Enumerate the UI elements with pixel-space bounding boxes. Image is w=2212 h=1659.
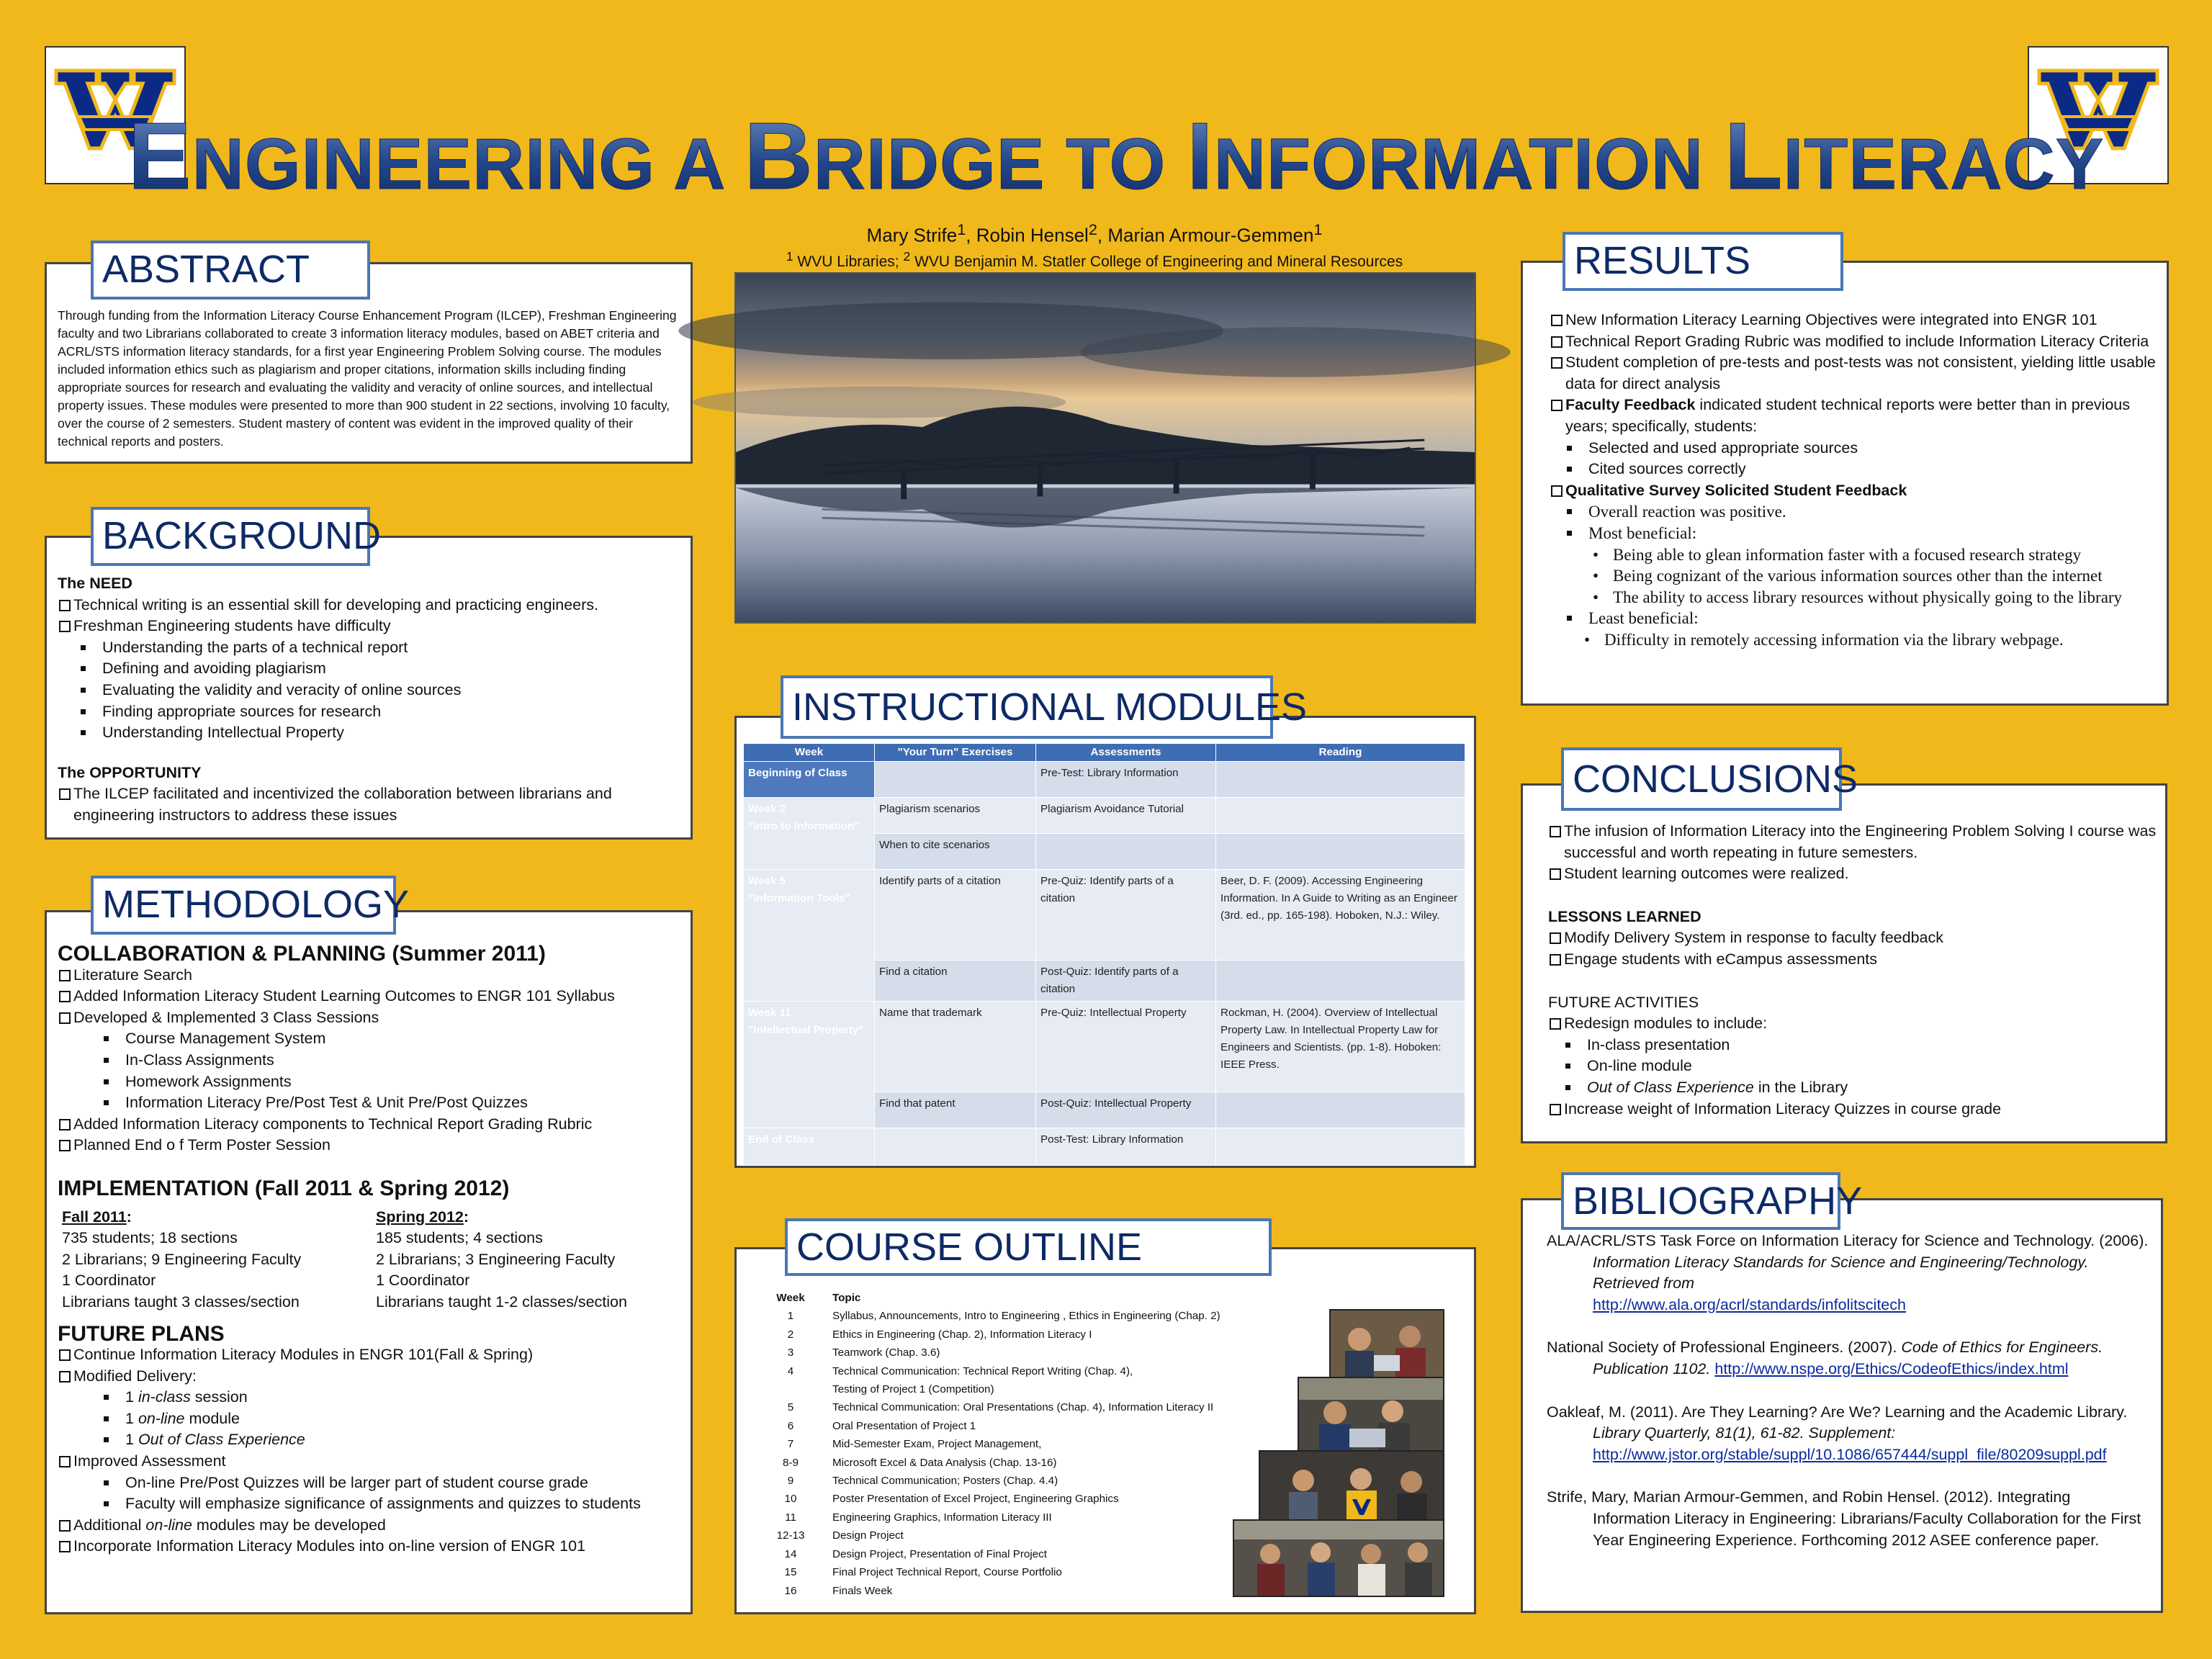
- table-row: [762, 1307, 1220, 1325]
- table-row: [762, 1398, 1220, 1416]
- topic-cell: Design Project, Presentation of Final Project: [832, 1547, 1047, 1560]
- difficulty-item: Finding appropriate sources for research: [81, 701, 684, 723]
- result-item: Faculty Feedback indicated student technical reports were better than in previous years; specifically, students:: [1550, 395, 2159, 437]
- week-cell: 2: [787, 1328, 794, 1341]
- delivery-item: 1 on-line module: [104, 1408, 688, 1430]
- table-row: [762, 1563, 1220, 1581]
- topic-cell: Final Project Technical Report, Course Portfolio: [832, 1566, 1062, 1579]
- methodology-heading: METHODOLOGY: [91, 876, 396, 935]
- topic-cell: Mid-Semester Exam, Project Management,: [832, 1438, 1042, 1451]
- need-item: Freshman Engineering students have difficulty: [58, 616, 684, 637]
- col-week: Week: [744, 744, 875, 762]
- difficulty-item: Understanding the parts of a technical report: [81, 637, 684, 659]
- future-item: Modified Delivery:: [58, 1366, 688, 1388]
- fall-line: Librarians taught 3 classes/section: [62, 1292, 300, 1310]
- bibliography-heading: BIBLIOGRAPHY: [1561, 1172, 1840, 1230]
- table-row: Week 2 "Intro to Information" Plagiarism scenarios Plagiarism Avoidance Tutorial: [744, 798, 1465, 834]
- table-row: [762, 1582, 1220, 1600]
- methodology-body: [58, 943, 688, 1557]
- faculty-sub-item: Selected and used appropriate sources: [1567, 438, 2159, 459]
- most-beneficial-item: • Being cognizant of the various information sources other than the internet: [1593, 565, 2159, 587]
- bib-entry: ALA/ACRL/STS Task Force on Information Literacy for Science and Technology. (2006). Information Literacy Standards for Science and Engineering/Technology. Retrieved from http://www.ala.org/acrl/standards/infolitscitech: [1547, 1232, 2149, 1313]
- poster-title: [127, 101, 2105, 209]
- table-row: Beginning of Class Pre-Test: Library Information: [744, 762, 1465, 798]
- future-item: Additional on-line modules may be developed: [58, 1515, 688, 1537]
- spring-label: Spring 2012: [376, 1208, 464, 1226]
- collab-item: Added Information Literacy Student Learning Outcomes to ENGR 101 Syllabus: [58, 986, 688, 1007]
- need-item: Technical writing is an essential skill for developing and practicing engineers.: [58, 595, 684, 616]
- table-row: [762, 1454, 1220, 1472]
- week-cell: [762, 1380, 819, 1398]
- difficulty-item: Evaluating the validity and veracity of online sources: [81, 680, 684, 701]
- most-beneficial-item: • Being able to glean information faster with a focused research strategy: [1593, 544, 2159, 566]
- collab-item: Developed & Implemented 3 Class Sessions: [58, 1007, 688, 1029]
- assessment-item: On-line Pre/Post Quizzes will be larger part of student course grade: [104, 1473, 688, 1494]
- classroom-photo: [1233, 1519, 1444, 1597]
- svg-text:ENGINEERING A BRIDGE TO INFORM: ENGINEERING A BRIDGE TO INFORMATION LITERACY: [127, 103, 2105, 209]
- bib-entry: Oakleaf, M. (2011). Are They Learning? Are We? Learning and the Academic Library. Library Quarterly, 81(1), 61-82. Supplement: http://www.jstor.org/stable/suppl/10.1086/657444/suppl_file/80209suppl.pdf: [1547, 1403, 2128, 1463]
- topic-cell: Ethics in Engineering (Chap. 2), Information Literacy I: [832, 1328, 1092, 1341]
- week-cell: 15: [784, 1566, 797, 1579]
- result-item: Student completion of pre-tests and post-tests was not consistent, yielding little usable data for direct analysis: [1550, 352, 2159, 395]
- background-body: [58, 573, 684, 827]
- spring-line: 1 Coordinator: [376, 1272, 470, 1290]
- table-row: [762, 1326, 1220, 1344]
- topic-cell: Technical Communication: Technical Report Writing (Chap. 4),: [832, 1364, 1133, 1377]
- delivery-item: 1 in-class session: [104, 1387, 688, 1408]
- conclusions-heading: CONCLUSIONS: [1561, 747, 1842, 811]
- redesign-sub-item: Out of Class Experience in the Library: [1565, 1077, 2157, 1099]
- survey-least: Least beneficial:: [1567, 608, 2159, 629]
- classroom-photo: [1298, 1377, 1444, 1455]
- lesson-item: Modify Delivery System in response to faculty feedback: [1548, 927, 2157, 949]
- topic-cell: Oral Presentation of Project 1: [832, 1419, 976, 1432]
- modules-table-wrap: [743, 743, 1465, 1166]
- week-cell: 7: [787, 1438, 794, 1451]
- col-week: Week: [776, 1292, 805, 1304]
- table-row: [762, 1362, 1220, 1380]
- fall-label: Fall 2011: [62, 1208, 127, 1226]
- table-row: When to cite scenarios: [744, 834, 1465, 870]
- col-exercises: "Your Turn" Exercises: [875, 744, 1036, 762]
- week-cell: 11: [785, 1511, 796, 1524]
- course-outline-table: [762, 1289, 1220, 1600]
- topic-cell: Testing of Project 1 (Competition): [832, 1383, 994, 1396]
- bib-entry: National Society of Professional Engineers. (2007). Code of Ethics for Engineers. Publication 1102. http://www.nspe.org/Ethics/CodeofEthics/index.html: [1547, 1339, 2103, 1377]
- classroom-photo: [1259, 1450, 1444, 1527]
- table-row: [762, 1417, 1220, 1435]
- fall-line: 735 students; 18 sections: [62, 1229, 238, 1247]
- faculty-sub-item: Cited sources correctly: [1567, 459, 2159, 480]
- results-heading: RESULTS: [1563, 232, 1843, 291]
- increase-item: Increase weight of Information Literacy Quizzes in course grade: [1548, 1099, 2157, 1120]
- week-cell: 1: [787, 1310, 794, 1323]
- topic-cell: Design Project: [832, 1529, 904, 1542]
- topic-cell: Finals Week: [832, 1584, 893, 1597]
- topic-cell: Engineering Graphics, Information Literacy III: [832, 1511, 1052, 1524]
- week-cell: 6: [787, 1419, 794, 1432]
- table-row: [762, 1490, 1220, 1508]
- lessons-label: LESSONS LEARNED: [1548, 907, 1701, 925]
- bib-link[interactable]: http://www.ala.org/acrl/standards/infolitscitech: [1593, 1295, 1906, 1313]
- abstract-text: Through funding from the Information Literacy Course Enhancement Program (ILCEP), Freshman Engineering faculty and two Librarians collaborated to create 3 information literacy modules, based on ABET criteria and ACRL/STS information literacy standards, for a first year Engineering Problem Solving course. The modules included information ethics such as plagiarism and proper citations, information skills including finding appropriate sources for research and evaluating the validity and veracity of online sources, and intellectual property issues. These modules were presented to more than 900 student in 22 sections, involving 10 faculty, over the course of 2 semesters. Student mastery of content was evident in the improved quality of their technical reports and posters.: [58, 308, 677, 449]
- affiliations: $^1$ WVU Libraries; $^2$ WVU Benjamin M. Statler College of Engineering and Mineral Resources: [786, 249, 1403, 270]
- collab-item: Literature Search: [58, 965, 688, 986]
- topic-cell: Microsoft Excel & Data Analysis (Chap. 13-16): [832, 1456, 1057, 1469]
- week-cell: 5: [787, 1401, 794, 1414]
- survey-most: Most beneficial:: [1567, 523, 2159, 544]
- bridge-photo: [734, 272, 1476, 624]
- survey-label: Qualitative Survey Solicited Student Feedback: [1550, 480, 2159, 502]
- course-outline-heading: COURSE OUTLINE: [785, 1218, 1272, 1276]
- need-label: The NEED: [58, 575, 132, 592]
- spring-line: Librarians taught 1-2 classes/section: [376, 1292, 627, 1310]
- conclusions-body: [1548, 821, 2157, 1120]
- abstract-heading: ABSTRACT: [91, 240, 370, 300]
- table-row: [762, 1472, 1220, 1490]
- future-item: Continue Information Literacy Modules in ENGR 101(Fall & Spring): [58, 1344, 688, 1366]
- modules-table: [743, 743, 1465, 1166]
- classroom-photo: [1329, 1309, 1444, 1378]
- bib-entry: Strife, Mary, Marian Armour-Gemmen, and Robin Hensel. (2012). Integrating Information Literacy in Engineering: Librarians/Faculty Collaboration for the First Year Engineering Experience. Forthcoming 2012 ASEE conference paper.: [1547, 1488, 2141, 1549]
- table-row: [762, 1509, 1220, 1527]
- topic-cell: Syllabus, Announcements, Intro to Engineering , Ethics in Engineering (Chap. 2): [832, 1310, 1220, 1323]
- collab-title: COLLABORATION & PLANNING (Summer 2011): [58, 942, 546, 966]
- authors: Mary Strife$^1$, Robin Hensel$^2$, Marian Armour-Gemmen$^1$: [866, 220, 1323, 246]
- week-cell: 16: [784, 1584, 797, 1597]
- session-item: Homework Assignments: [104, 1071, 688, 1093]
- difficulty-item: Understanding Intellectual Property: [81, 722, 684, 744]
- topic-cell: Poster Presentation of Excel Project, Engineering Graphics: [832, 1493, 1119, 1506]
- table-row: Week 11 "Intellectual Property" Name that trademark Pre-Quiz: Intellectual Property Rockman, H. (2004). Overview of Intellectual Property Law. In Intellectual Property Law for Engineers and Scientists. (pp. 1-8). Hoboken: IEEE Press.: [744, 1002, 1465, 1092]
- bib-link[interactable]: http://www.jstor.org/stable/suppl/10.1086/657444/suppl_file/80209suppl.pdf: [1593, 1445, 2107, 1463]
- future-activities-label: FUTURE ACTIVITIES: [1548, 993, 1699, 1011]
- future-item: Incorporate Information Literacy Modules into on-line version of ENGR 101: [58, 1536, 688, 1557]
- session-item: Information Literacy Pre/Post Test & Unit Pre/Post Quizzes: [104, 1092, 688, 1114]
- result-item: New Information Literacy Learning Objectives were integrated into ENGR 101: [1550, 310, 2159, 331]
- table-row: [762, 1545, 1220, 1563]
- course-outline-table-wrap: [762, 1289, 1220, 1600]
- col-assessments: Assessments: [1036, 744, 1216, 762]
- week-cell: 9: [787, 1475, 794, 1488]
- table-row: End of Class Post-Test: Library Information: [744, 1128, 1465, 1166]
- fall-line: 2 Librarians; 9 Engineering Faculty: [62, 1250, 302, 1268]
- future-plans-title: FUTURE PLANS: [58, 1321, 225, 1346]
- opportunity-label: The OPPORTUNITY: [58, 763, 202, 781]
- fall-2011-column: Fall 2011: 735 students; 18 sections 2 Librarians; 9 Engineering Faculty 1 Coordinator Librarians taught 3 classes/section: [58, 1207, 376, 1313]
- redesign-sub-item: On-line module: [1565, 1056, 2157, 1077]
- survey-overall: Overall reaction was positive.: [1567, 501, 2159, 523]
- collab-item: Added Information Literacy components to Technical Report Grading Rubric: [58, 1114, 688, 1136]
- topic-cell: Teamwork (Chap. 3.6): [832, 1346, 940, 1359]
- table-row: [762, 1435, 1220, 1453]
- lesson-item: Engage students with eCampus assessments: [1548, 949, 2157, 971]
- bibliography-body: [1547, 1231, 2152, 1573]
- topic-cell: Technical Communication; Posters (Chap. 4.4): [832, 1475, 1058, 1488]
- week-cell: 8-9: [783, 1456, 799, 1469]
- table-row: Week 5 "Information Tools" Identify parts of a citation Pre-Quiz: Identify parts of a citation Beer, D. F. (2009). Accessing Engineering Information. In A Guide to Writing as an Engineer (3rd. ed., pp. 165-198). Hoboken, N.J.: Wiley.: [744, 870, 1465, 961]
- most-beneficial-item: • The ability to access library resources without physically going to the library: [1593, 587, 2159, 608]
- week-cell: 3: [787, 1346, 794, 1359]
- redesign-item: Redesign modules to include:: [1548, 1013, 2157, 1035]
- spring-line: 185 students; 4 sections: [376, 1229, 543, 1247]
- week-cell: 10: [784, 1493, 797, 1506]
- week-cell: 14: [784, 1547, 797, 1560]
- table-row: [762, 1344, 1220, 1362]
- topic-cell: Technical Communication: Oral Presentations (Chap. 4), Information Literacy II: [832, 1401, 1214, 1414]
- results-body: [1550, 310, 2159, 651]
- opportunity-item: The ILCEP facilitated and incentivized the collaboration between librarians and engineering instructors to address these issues: [58, 783, 684, 826]
- spring-line: 2 Librarians; 3 Engineering Faculty: [376, 1250, 616, 1268]
- least-beneficial-item: • Difficulty in remotely accessing information via the library webpage.: [1584, 629, 2159, 651]
- conclusion-item: The infusion of Information Literacy into the Engineering Problem Solving I course was successful and worth repeating in future semesters.: [1548, 821, 2157, 863]
- conclusion-item: Student learning outcomes were realized.: [1548, 863, 2157, 885]
- fall-line: 1 Coordinator: [62, 1272, 156, 1290]
- table-row: [762, 1527, 1220, 1545]
- implementation-title: IMPLEMENTATION (Fall 2011 & Spring 2012): [58, 1176, 510, 1200]
- table-row: Find a citation Post-Quiz: Identify parts of a citation: [744, 961, 1465, 1002]
- result-item: Technical Report Grading Rubric was modified to include Information Literacy Criteria: [1550, 331, 2159, 353]
- bib-link[interactable]: http://www.nspe.org/Ethics/CodeofEthics/index.html: [1714, 1359, 2069, 1377]
- table-row: Find that patent Post-Quiz: Intellectual Property: [744, 1092, 1465, 1128]
- modules-heading: INSTRUCTIONAL MODULES: [781, 675, 1273, 739]
- session-item: In-Class Assignments: [104, 1050, 688, 1071]
- delivery-item: 1 Out of Class Experience: [104, 1429, 688, 1451]
- table-row: [762, 1380, 1220, 1398]
- col-topic: Topic: [832, 1292, 861, 1304]
- session-item: Course Management System: [104, 1028, 688, 1050]
- redesign-sub-item: In-class presentation: [1565, 1035, 2157, 1056]
- week-cell: 4: [787, 1364, 794, 1377]
- spring-2012-column: Spring 2012: 185 students; 4 sections 2 Librarians; 3 Engineering Faculty 1 Coordinator Librarians taught 1-2 classes/section: [376, 1207, 678, 1313]
- collab-item: Planned End o f Term Poster Session: [58, 1135, 688, 1156]
- difficulty-item: Defining and avoiding plagiarism: [81, 658, 684, 680]
- assessment-item: Faculty will emphasize significance of assignments and quizzes to students: [104, 1493, 688, 1515]
- future-item: Improved Assessment: [58, 1451, 688, 1473]
- col-reading: Reading: [1216, 744, 1465, 762]
- background-heading: BACKGROUND: [91, 507, 370, 566]
- week-cell: 12-13: [776, 1529, 805, 1542]
